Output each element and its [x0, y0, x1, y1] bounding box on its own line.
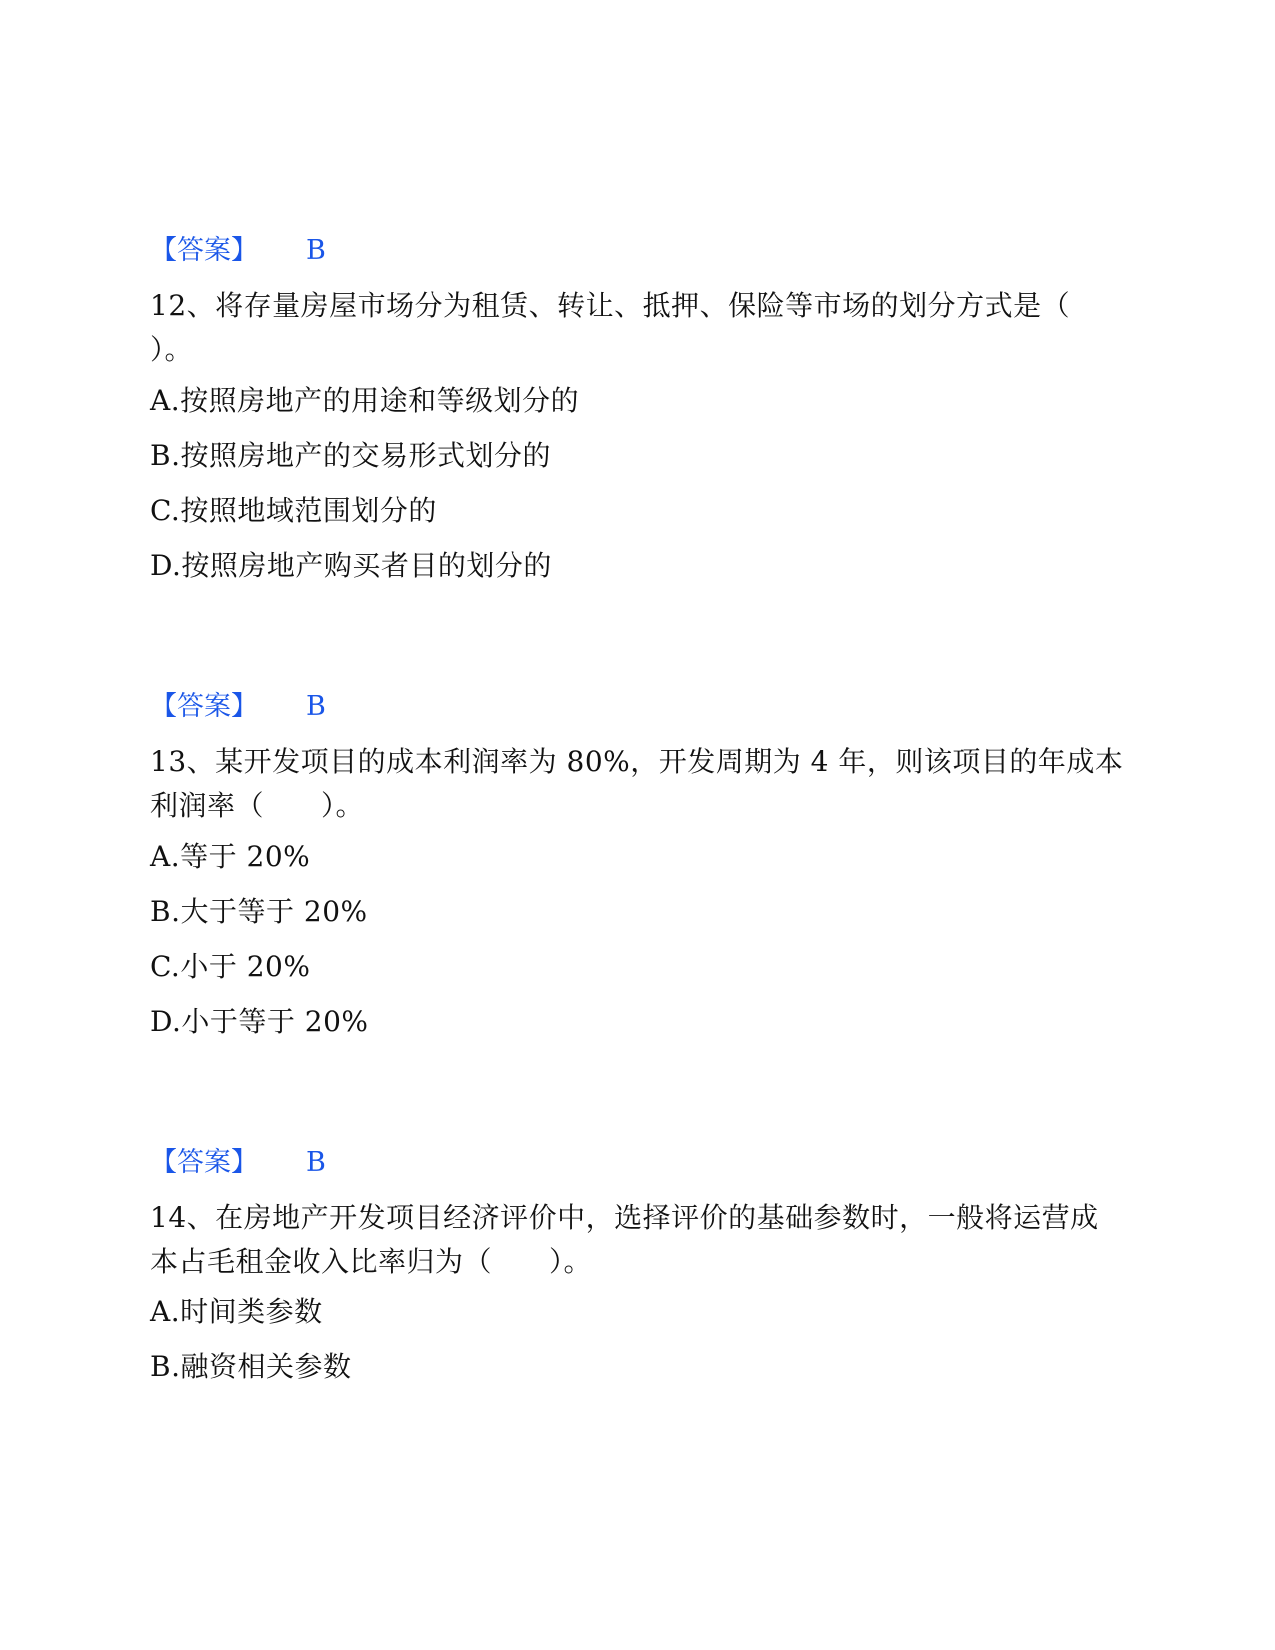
- option-c: C.按照地域范围划分的: [150, 494, 437, 527]
- option-b: B.按照房地产的交易形式划分的: [150, 439, 551, 472]
- option-b: B.融资相关参数: [150, 1350, 352, 1383]
- question-12: [150, 284, 1110, 372]
- question-14: [150, 1196, 1110, 1284]
- question-13: [150, 740, 1124, 828]
- answer-label: 【答案】: [150, 691, 258, 722]
- answer-line: [150, 689, 326, 725]
- answer-line: [150, 233, 326, 269]
- option-c: C.小于 20%: [150, 950, 311, 983]
- question-text-line: 本占毛租金收入比率归为（ ）。: [150, 1245, 593, 1278]
- question-text-line: 12、将存量房屋市场分为租赁、转让、抵押、保险等市场的划分方式是（: [150, 289, 1071, 322]
- option-d: D.按照房地产购买者目的划分的: [150, 549, 552, 582]
- option-a: A.时间类参数: [150, 1295, 323, 1328]
- answer-line: [150, 1145, 326, 1181]
- option-b: B.大于等于 20%: [150, 895, 368, 928]
- answer-value: B: [306, 1147, 326, 1178]
- question-text-line: 14、在房地产开发项目经济评价中，选择评价的基础参数时，一般将运营成: [150, 1201, 1099, 1234]
- option-a: A.等于 20%: [150, 840, 311, 873]
- question-text-line: ）。: [150, 333, 194, 366]
- answer-label: 【答案】: [150, 235, 258, 266]
- answer-value: B: [306, 691, 326, 722]
- answer-label: 【答案】: [150, 1147, 258, 1178]
- option-d: D.小于等于 20%: [150, 1005, 369, 1038]
- question-text-line: 利润率（ ）。: [150, 789, 365, 822]
- option-a: A.按照房地产的用途和等级划分的: [150, 384, 580, 417]
- question-text-line: 13、某开发项目的成本利润率为 80%，开发周期为 4 年，则该项目的年成本: [150, 745, 1124, 778]
- answer-value: B: [306, 235, 326, 266]
